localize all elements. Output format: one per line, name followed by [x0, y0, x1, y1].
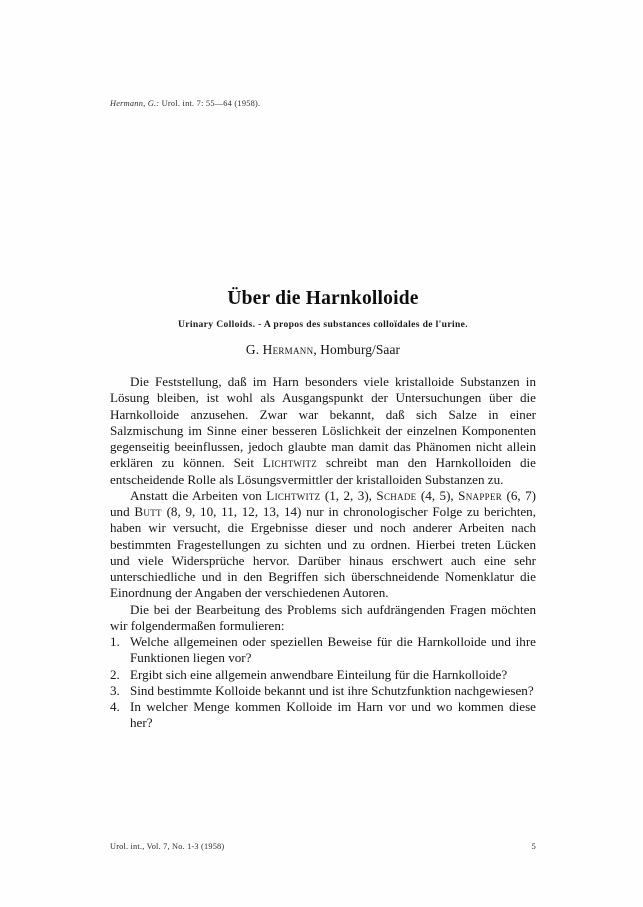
list-item-text: In welcher Menge kommen Kolloide im Harn vor und wo kommen diese her?: [130, 699, 536, 731]
list-item-number: 3.: [110, 682, 120, 698]
list-item-text: Ergibt sich eine allgemein anwendbare Einteilung für die Harnkolloide?: [130, 666, 508, 682]
byline-initial: G.: [245, 341, 263, 357]
page-footer: [110, 841, 536, 851]
list-item-text: Sind bestimmte Kolloide bekannt und ist ihre Schutzfunktion nachgewiesen?: [130, 682, 534, 698]
body-paragraph: Anstatt die Arbeiten von Lichtwitz (1, 2, 3), Schade (4, 5), Snapper (6, 7) und Butt (8, 9, 10, 11, 12, 13, 14) nur in chronologischer Folge zu berichten, haben wir versucht, die Ergebnisse dieser und noch anderer Arbeiten nach bestimmten Fragestellungen zu sichten und zu ordnen. Hierbei treten Lücken und viele Widersprüche hervor. Darüber hinaus erschwert auch eine sehr unterschiedliche und in den Begriffen sich überschneidende Nomenklatur die Einordnung der Angaben der verschiedenen Autoren.: [110, 487, 537, 601]
article-subtitle: Urinary Colloids. - A propos des substances colloïdales de l'urine.: [177, 319, 469, 331]
body-paragraph: Die bei der Bearbeitung des Problems sich aufdrängenden Fragen möchten wir folgendermaßen formulieren:: [110, 601, 536, 633]
byline-affiliation: , Homburg/Saar: [313, 341, 401, 357]
byline-surname: Hermann: [262, 341, 314, 357]
list-item: [110, 667, 536, 683]
author-name-smallcaps: Lichtwitz: [266, 487, 321, 503]
page-number: 5: [531, 841, 536, 851]
list-item-number: 4.: [110, 699, 120, 714]
article-title: Über die Harnkolloide: [227, 288, 419, 309]
author-name-smallcaps: Schade: [376, 487, 417, 503]
body-column: [110, 374, 536, 732]
list-item-number: 2.: [110, 666, 120, 682]
footer-source: Urol. int., Vol. 7, No. 1-3 (1958): [110, 842, 225, 851]
running-header-citation: Urol. int. 7: 55—64 (1958).: [159, 99, 261, 108]
list-item: [110, 683, 536, 699]
list-item: [110, 699, 536, 732]
list-item: [110, 634, 536, 667]
questions-list: [110, 634, 536, 732]
title-block: [110, 288, 536, 358]
running-header-author: Hermann, G.:: [110, 99, 160, 108]
list-item-text: Welche allgemeinen oder speziellen Beweise für die Harnkolloide und ihre Funktionen liegen vor?: [130, 634, 536, 666]
list-item-number: 1.: [110, 634, 120, 649]
author-name-smallcaps: Butt: [134, 504, 162, 519]
running-header: [110, 99, 540, 108]
author-name-smallcaps: Snapper: [458, 487, 503, 503]
body-paragraph: Die Feststellung, daß im Harn besonders viele kristalloide Substanzen in Lösung bleiben, ist wohl als Ausgangspunkt der Untersuchungen über die Harnkolloide anzusehen. Zwar war bekannt, daß sich Salze in einer Salzmischung im Sinne einer besseren Löslichkeit der einzelnen Komponenten gegenseitig beeinflussen, jedoch glaubte man damit das Phänomen nicht allein erklären zu können. Seit Lichtwitz schreibt man den Harnkolloiden die entscheidende Rolle als Lösungsvermittler der kristalloiden Substanzen zu.: [110, 374, 536, 487]
author-name-smallcaps: Lichtwitz: [262, 455, 318, 471]
author-byline: [110, 342, 536, 358]
